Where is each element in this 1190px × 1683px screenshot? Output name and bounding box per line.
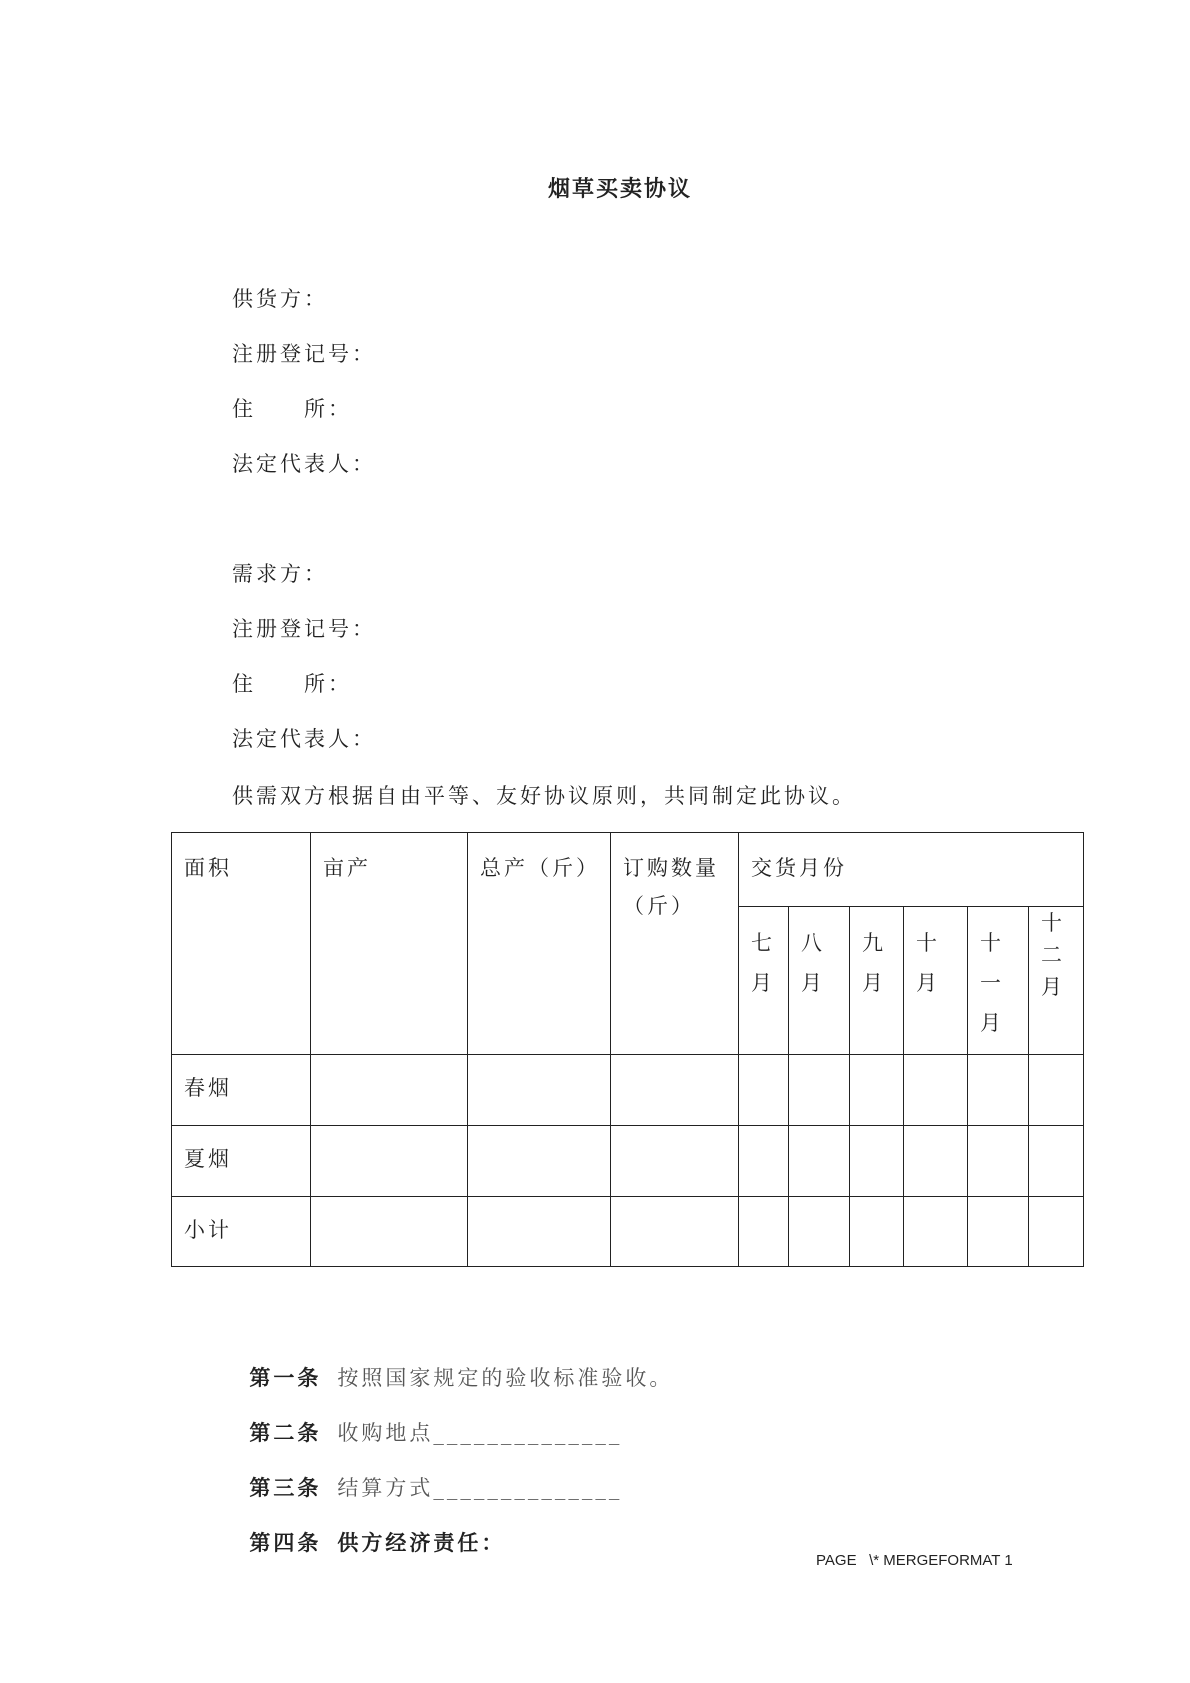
supplier-party-label: 供货方： xyxy=(232,287,328,311)
article-text: 供方经济责任： xyxy=(337,1530,506,1555)
table-row xyxy=(172,1197,1084,1267)
month-char: 十 xyxy=(980,931,1004,955)
table-cell xyxy=(468,1055,611,1126)
table-cell xyxy=(850,1197,904,1267)
month-char: 月 xyxy=(916,971,940,995)
header-order-quantity xyxy=(611,833,739,1055)
month-char: 一 xyxy=(980,971,1004,995)
table-cell xyxy=(850,1055,904,1126)
header-order-quantity-line1: 订购数量 xyxy=(623,856,719,880)
month-char: 月 xyxy=(801,971,825,995)
month-july xyxy=(739,907,789,1055)
table-cell xyxy=(611,1126,739,1197)
row-label-subtotal: 小计 xyxy=(172,1197,311,1267)
document-title: 烟草买卖协议 xyxy=(547,176,692,202)
month-november xyxy=(968,907,1029,1055)
supplier-legal-rep-label: 法定代表人： xyxy=(232,452,376,476)
table-cell xyxy=(850,1126,904,1197)
article-number: 第三条 xyxy=(249,1475,322,1500)
month-char: 二 xyxy=(1041,943,1065,967)
table-cell xyxy=(968,1126,1029,1197)
intro-paragraph: 供需双方根据自由平等、友好协议原则，共同制定此协议。 xyxy=(232,784,856,808)
month-char: 七 xyxy=(751,931,775,955)
article-number: 第四条 xyxy=(249,1530,322,1555)
article-number: 第二条 xyxy=(249,1420,322,1445)
header-delivery-month: 交货月份 xyxy=(739,833,1084,907)
month-char: 月 xyxy=(862,971,886,995)
month-october xyxy=(904,907,968,1055)
table-cell xyxy=(968,1197,1029,1267)
article-1 xyxy=(232,1338,673,1392)
article-number: 第一条 xyxy=(249,1365,322,1390)
month-char: 十 xyxy=(1041,911,1065,935)
header-total-output: 总产（斤） xyxy=(468,833,611,1055)
table-cell xyxy=(611,1055,739,1126)
article-text: 按照国家规定的验收标准验收。 xyxy=(337,1366,674,1390)
supplier-address-label: 住 所： xyxy=(232,397,352,421)
table-cell xyxy=(904,1126,968,1197)
supplier-reg-no-label: 注册登记号： xyxy=(232,342,376,366)
header-area: 面积 xyxy=(172,833,311,1055)
month-char: 月 xyxy=(1041,975,1065,999)
table-row xyxy=(172,1055,1084,1126)
table-cell xyxy=(611,1197,739,1267)
table-cell xyxy=(311,1055,468,1126)
row-label-spring-tobacco: 春烟 xyxy=(172,1055,311,1126)
table-row xyxy=(172,1126,1084,1197)
month-char: 八 xyxy=(801,931,825,955)
table-cell xyxy=(468,1126,611,1197)
buyer-party-label: 需求方： xyxy=(232,562,328,586)
article-text: 收购地点______________ xyxy=(337,1421,623,1445)
table-cell xyxy=(1029,1126,1084,1197)
table-cell xyxy=(739,1055,789,1126)
table-cell xyxy=(904,1055,968,1126)
page-number-field: PAGE \* MERGEFORMAT 1 xyxy=(816,1552,1013,1569)
buyer-legal-rep-label: 法定代表人： xyxy=(232,727,376,751)
table-cell xyxy=(968,1055,1029,1126)
month-char: 九 xyxy=(862,931,886,955)
row-label-summer-tobacco: 夏烟 xyxy=(172,1126,311,1197)
article-4 xyxy=(232,1503,505,1557)
article-text: 结算方式______________ xyxy=(337,1476,623,1500)
buyer-address-label: 住 所： xyxy=(232,672,352,696)
article-3 xyxy=(232,1448,622,1502)
month-august xyxy=(789,907,850,1055)
table-cell xyxy=(311,1126,468,1197)
table-cell xyxy=(789,1126,850,1197)
month-char: 月 xyxy=(751,971,775,995)
header-order-quantity-line2: （斤） xyxy=(623,894,695,918)
month-char: 月 xyxy=(980,1011,1004,1035)
month-december xyxy=(1029,907,1084,1055)
order-table xyxy=(171,832,1084,1267)
article-2 xyxy=(232,1393,622,1447)
header-yield-per-mu: 亩产 xyxy=(311,833,468,1055)
table-cell xyxy=(1029,1197,1084,1267)
table-cell xyxy=(311,1197,468,1267)
buyer-reg-no-label: 注册登记号： xyxy=(232,617,376,641)
table-cell xyxy=(739,1126,789,1197)
table-cell xyxy=(789,1055,850,1126)
table-cell xyxy=(789,1197,850,1267)
table-cell xyxy=(468,1197,611,1267)
month-char: 十 xyxy=(916,931,940,955)
table-cell xyxy=(739,1197,789,1267)
table-cell xyxy=(904,1197,968,1267)
table-cell xyxy=(1029,1055,1084,1126)
month-september xyxy=(850,907,904,1055)
